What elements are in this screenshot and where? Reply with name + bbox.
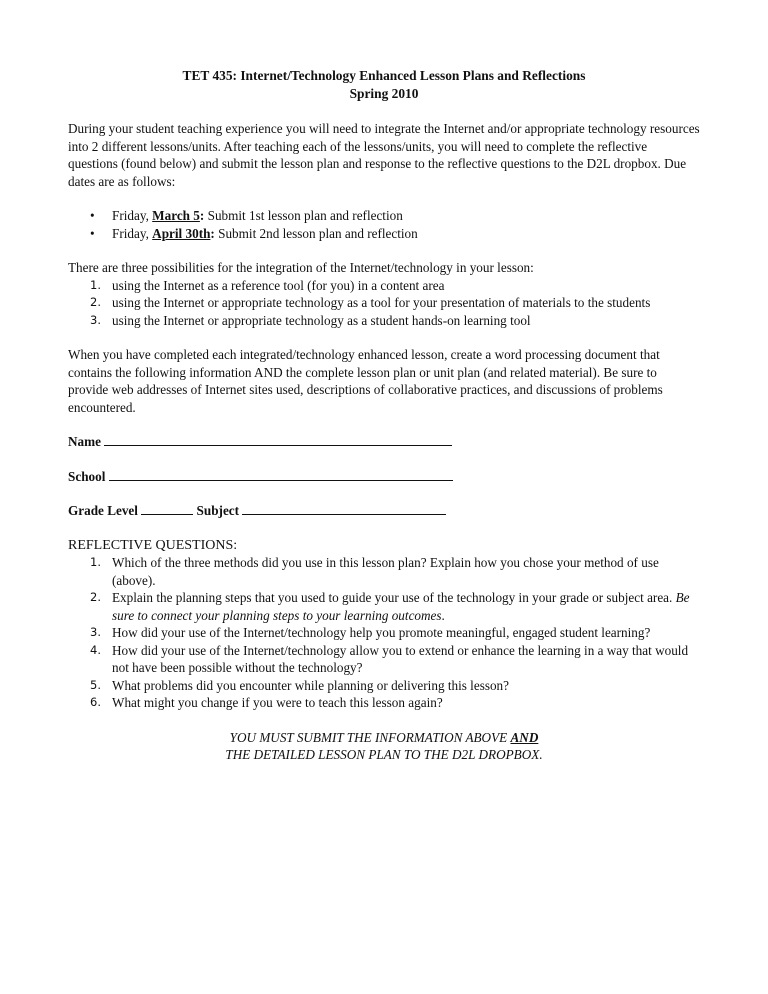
name-field <box>68 433 700 451</box>
due-date: March 5 <box>152 208 200 223</box>
question-item <box>90 589 700 624</box>
title-line-1: TET 435: Internet/Technology Enhanced Lesson Plans and Reflections <box>182 68 586 83</box>
question-number: 1. <box>90 555 101 569</box>
due-text: Submit 2nd lesson plan and reflection <box>214 225 418 241</box>
bullet-icon: • <box>90 208 95 223</box>
possibility-item <box>90 277 700 295</box>
question-text: What might you change if you were to teach this lesson again? <box>112 695 443 710</box>
intro-paragraph: During your student teaching experience you will need to integrate the Internet and/or appropriate technology resources into 2 different lessons/units. After teaching each of the lessons/units, you will need to complete the reflective questions (found below) and submit the lesson plan and response to the reflective questions to the D2L dropbox. Due dates are as follows: <box>68 121 700 189</box>
question-text: Explain the planning steps that you used to guide your use of the technology in your grade or subject area. <box>112 590 676 605</box>
due-dates-list <box>68 207 700 242</box>
subject-label: Subject <box>196 503 240 518</box>
possibility-item <box>90 312 700 330</box>
school-label: School <box>68 468 106 484</box>
closing-line-1 <box>68 729 700 747</box>
question-number: 3. <box>90 625 101 639</box>
subject-blank-line[interactable] <box>242 502 446 515</box>
due-day: Friday, <box>112 225 153 241</box>
question-item <box>90 642 700 677</box>
item-number: 1. <box>90 277 101 292</box>
instructions-paragraph: When you have completed each integrated/technology enhanced lesson, create a word processing document that contains the following information AND the complete lesson plan or unit plan (and related material). Be sure to provide web addresses of Internet sites used, descriptions of collaborative practices, and discussions of problems encountered. <box>68 347 663 415</box>
item-number: 2. <box>90 295 101 309</box>
question-text: What problems did you encounter while planning or delivering this lesson? <box>112 677 510 693</box>
closing-line-1-text: YOU MUST SUBMIT THE INFORMATION ABOVE <box>229 729 511 745</box>
question-number: 2. <box>90 590 101 604</box>
name-blank-line[interactable] <box>104 433 452 446</box>
grade-subject-field <box>68 502 700 520</box>
due-sep: : <box>210 225 215 241</box>
reflective-questions-list <box>68 554 700 712</box>
question-text: Which of the three methods did you use in this lesson plan? Explain how you chose your method of use (above). <box>112 555 659 588</box>
question-item <box>90 554 700 589</box>
question-number: 5. <box>90 677 101 692</box>
item-number: 3. <box>90 312 101 327</box>
due-date-item <box>90 225 700 243</box>
question-item <box>90 677 700 695</box>
reflective-questions-heading: REFLECTIVE QUESTIONS: <box>68 537 238 553</box>
due-sep: : <box>199 208 205 223</box>
school-field <box>68 468 700 486</box>
possibilities-intro: There are three possibilities for the integration of the Internet/technology in your lesson: <box>68 260 534 275</box>
question-text: How did your use of the Internet/technology help you promote meaningful, engaged student learning? <box>112 625 651 640</box>
question-tail: . <box>441 607 445 623</box>
title-line-2: Spring 2010 <box>349 86 419 101</box>
possibilities-list <box>68 277 700 330</box>
closing-notice <box>68 729 700 764</box>
possibility-item <box>90 294 700 312</box>
grade-level-blank-line[interactable] <box>141 502 193 515</box>
name-label: Name <box>68 434 101 449</box>
grade-level-label: Grade Level <box>68 503 138 518</box>
closing-emphasis: AND <box>510 729 539 745</box>
question-number: 6. <box>90 695 101 709</box>
bullet-icon: • <box>90 225 95 241</box>
question-italic-text: Be sure to connect your planning steps to your learning outcomes <box>112 590 690 623</box>
item-text: using the Internet as a reference tool (for you) in a content area <box>112 277 445 293</box>
question-number: 4. <box>90 642 101 657</box>
question-item <box>90 694 700 712</box>
due-day: Friday, <box>112 208 153 223</box>
item-text: using the Internet or appropriate technology as a student hands-on learning tool <box>112 312 531 328</box>
question-item <box>90 624 700 642</box>
item-text: using the Internet or appropriate technology as a tool for your presentation of materials to the students <box>112 295 651 310</box>
document-body <box>68 67 700 764</box>
document-title <box>68 67 700 103</box>
due-date: April 30th <box>152 225 211 241</box>
due-text: Submit 1st lesson plan and reflection <box>204 208 403 223</box>
due-date-item <box>90 207 700 225</box>
closing-line-2: THE DETAILED LESSON PLAN TO THE D2L DROPBOX. <box>225 747 543 762</box>
question-text: How did your use of the Internet/technology allow you to extend or enhance the learning in a way that would not have been possible without the technology? <box>112 642 689 675</box>
school-blank-line[interactable] <box>109 468 453 481</box>
